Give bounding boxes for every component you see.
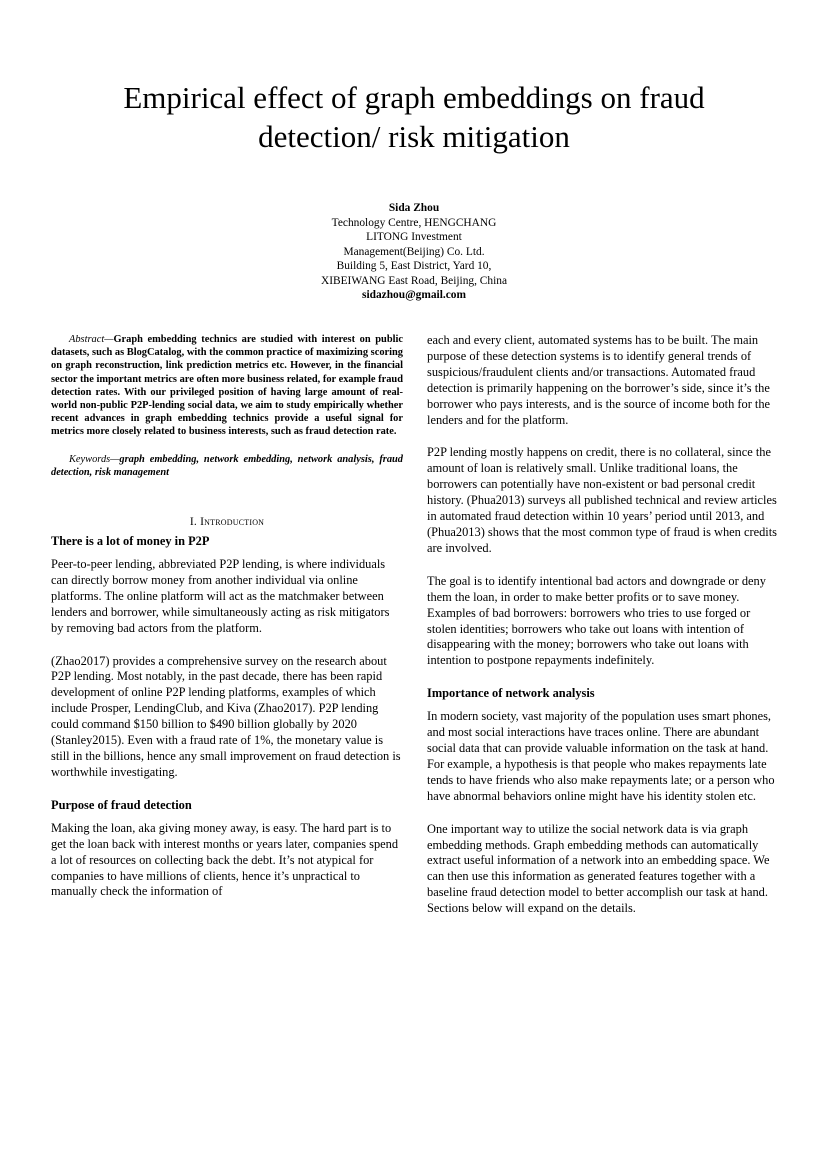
paper-title: [60, 78, 768, 156]
paragraph: Peer-to-peer lending, abbreviated P2P lending, is where individuals can directly borrow money from another individual via online platforms. The online platform will act as the matchmaker between lenders and borrower, while simultaneously acting as risk mitigators by removing bad actors from the platform.: [51, 557, 390, 635]
abstract-text: Graph embedding technics are studied with interest on public datasets, such as BlogCatalog, with the common practice of maximizing scoring on graph reconstruction, link prediction metrics etc. However, in the financial sector the important metrics are often more business related, for example fraud detection rates. With our privileged position of having large amount of real-world non-public P2P-lending social data, we aim to study empirically whether recent advances in graph embedding technics provide a useful signal for metrics more closely related to business interests, such as fraud detection rate.: [51, 334, 403, 438]
keywords-text: graph embedding, network embedding, network analysis, fraud detection, risk management: [51, 453, 403, 478]
affiliation-line: Technology Centre, HENGCHANG: [331, 216, 497, 229]
section-title: Introduction: [200, 515, 265, 529]
paragraph: In modern society, vast majority of the population uses smart phones, and most social interactions have traces online. There are abundant social data that can provide valuable information on the task at hand. For example, a hypothesis is that people who makes repayments late tends to have friends who also make repayments late; or a person who have abnormal behaviors online might have his identity stolen etc.: [427, 709, 775, 803]
keywords: [51, 453, 403, 479]
right-column: [427, 333, 779, 917]
title-line-1: Empirical effect of graph embeddings on fraud: [123, 80, 705, 115]
paragraph: (Zhao2017) provides a comprehensive survey on the research about P2P lending. Most notably, in the past decade, there has been rapid development of online P2P lending platforms, examples of which include Prosper, LendingClub, and Kiva (Zhao2017). P2P lending could command $150 billion to $490 billion globally by 2020 (Stanley2015). Even with a fraud rate of 1%, the monetary value is still in the billions, hence any small improvement on fraud detection is worthwhile investigating.: [51, 653, 401, 779]
paragraph: One important way to utilize the social network data is via graph embedding methods. Graph embedding methods can automatically extract useful information of a network into an embedding space. We can then use this information as generated features together with a baseline fraud detection model to better accomplish our task at hand. Sections below will expand on the details.: [427, 821, 770, 916]
affiliation-line: Management(Beijing) Co. Ltd.: [343, 245, 485, 258]
subheading-purpose-fraud-detection: Purpose of fraud detection: [51, 797, 192, 812]
author-name: Sida Zhou: [388, 202, 440, 214]
author-block: [214, 201, 614, 303]
left-column: [51, 333, 403, 900]
section-number: I.: [189, 515, 197, 529]
subheading-money-in-p2p: There is a lot of money in P2P: [51, 534, 210, 549]
paragraph: The goal is to identify intentional bad actors and downgrade or deny them the loan, in order to make better profits or to save money. Examples of bad borrowers: borrowers who tries to use forged or stolen identities; borrowers who take out loans with intention of disappearing with the money; borrowers who take out loans with intention to postpone repayments indefinitely.: [427, 573, 766, 668]
author-email: sidazhou@gmail.com: [362, 289, 466, 301]
paragraph: each and every client, automated systems has to be built. The main purpose of these detection systems is to identify general trends of suspicious/fraudulent clients and/or transactions. Automated fraud detection is primarily happening on the borrower’s side, since it’s the borrower who pays interests, and is the source of income both for the lenders and for the platform.: [427, 333, 771, 427]
subheading-network-analysis: Importance of network analysis: [427, 686, 595, 701]
affiliation-line: Building 5, East District, Yard 10,: [336, 260, 492, 272]
affiliation-line: LITONG Investment: [366, 231, 462, 243]
title-line-2: detection/ risk mitigation: [258, 119, 570, 154]
affiliation-line: XIBEIWANG East Road, Beijing, China: [320, 274, 508, 287]
paragraph: Making the loan, aka giving money away, is easy. The hard part is to get the loan back with interest months or years later, companies spend a lot of resources on collecting back the debt. It’s not atypical for companies to have millions of clients, hence it’s unpractical to manually check the information of: [51, 820, 399, 899]
keywords-lead: Keywords—: [69, 453, 120, 465]
abstract: [51, 333, 403, 439]
abstract-lead: Abstract—: [69, 334, 114, 345]
paragraph: P2P lending mostly happens on credit, there is no collateral, since the amount of loan is relatively small. Unlike traditional loans, the borrowers can potentially have non-existent or bad personal credit history. (Phua2013) surveys all published technical and review articles in automated fraud detection within 10 years’ period until 2013, and (Phua2013) shows that the most common type of fraud is when credits are involved.: [427, 445, 777, 555]
section-heading-introduction: [51, 515, 403, 528]
